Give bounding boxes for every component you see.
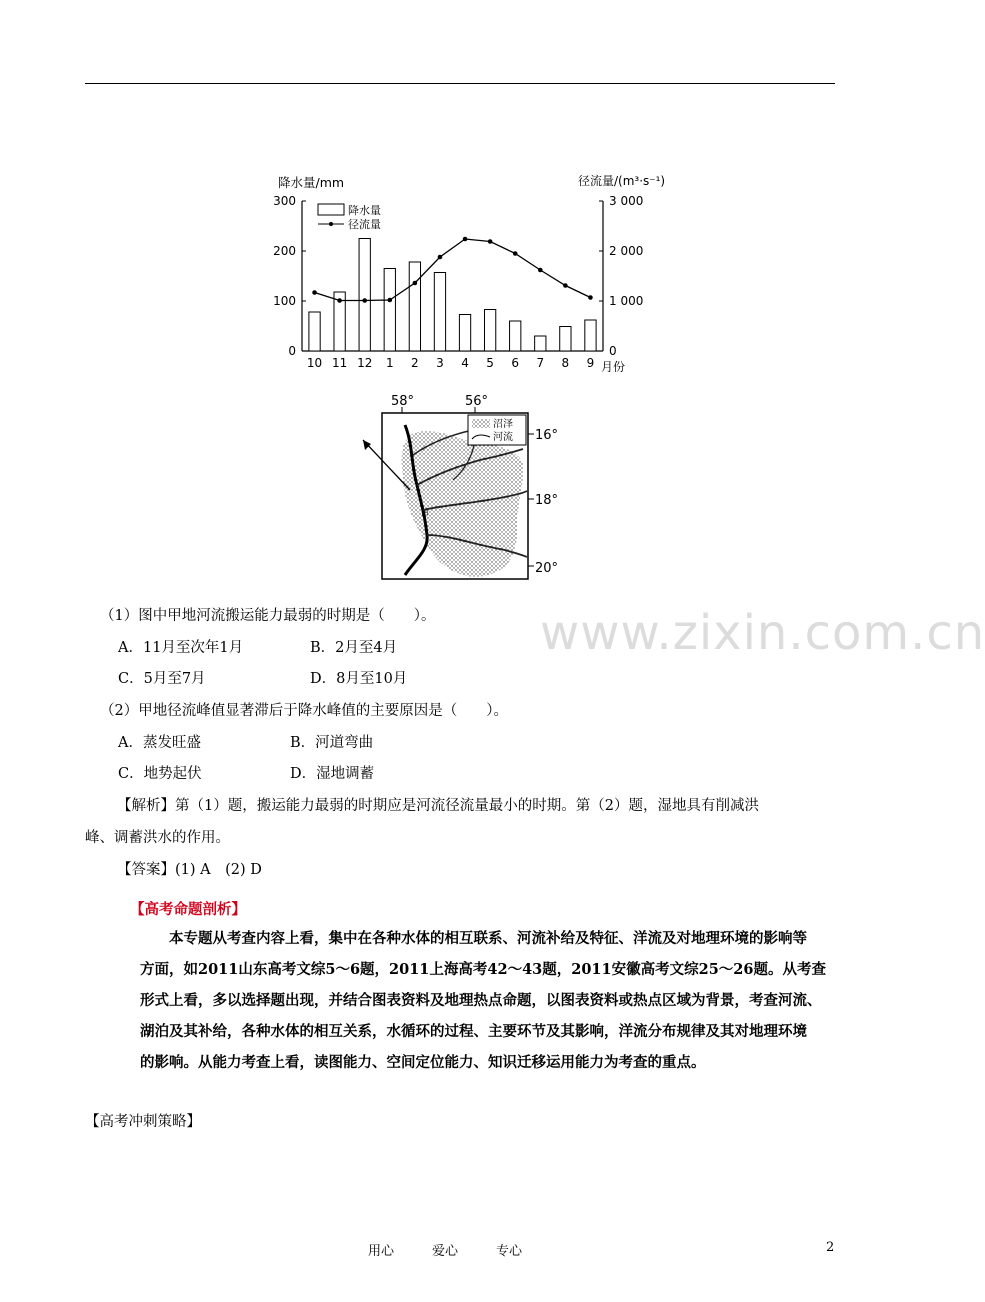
x-axis-unit: 月份	[601, 360, 626, 374]
legend-marsh-label: 沼泽	[493, 419, 513, 430]
pointer-arrow-head	[363, 440, 371, 450]
left-tick-label: 100	[273, 294, 296, 308]
left-tick-label: 0	[288, 344, 296, 358]
right-tick-label: 3 000	[609, 194, 644, 208]
footer-text-1: 用心	[368, 1244, 395, 1259]
page-number: 2	[826, 1240, 835, 1255]
left-tick-label: 300	[273, 194, 296, 208]
runoff-point	[563, 283, 568, 288]
footer-text-2: 爱心	[432, 1244, 459, 1259]
legend-marsh-swatch	[472, 419, 490, 428]
legend-bar-swatch	[318, 204, 344, 215]
question1-stem: （1）图中甲地河流搬运能力最弱的时期是（ ）。	[100, 608, 436, 624]
runoff-point	[362, 298, 367, 303]
watermark: www.zixin.com.cn	[540, 605, 985, 661]
runoff-line	[315, 239, 591, 301]
right-tick-label: 0	[609, 344, 617, 358]
x-tick-label: 9	[586, 356, 595, 370]
footer-text-3: 专心	[496, 1244, 523, 1259]
legend-label-runoff: 径流量	[348, 218, 381, 231]
precip-bar	[560, 327, 571, 352]
runoff-point	[413, 281, 418, 286]
precip-bar	[585, 320, 596, 351]
x-tick-label: 6	[511, 356, 520, 370]
analysis-line-1: 【解析】第（1）题，搬运能力最弱的时期应是河流径流量最小的时期。第（2）题，湿地具有削减洪	[117, 798, 759, 814]
x-tick-label: 2	[411, 356, 419, 370]
left-tick-label: 200	[273, 244, 296, 258]
legend-river-label: 河流	[493, 432, 513, 443]
runoff-point	[337, 298, 342, 303]
question1-option-b: B．2月至4月	[310, 640, 398, 656]
precip-bar	[434, 273, 445, 352]
runoff-point	[538, 268, 543, 273]
x-tick-label: 4	[461, 356, 469, 370]
precip-bar	[384, 269, 395, 352]
lat-label-16: 16°	[535, 428, 559, 443]
precip-bar	[535, 336, 546, 351]
right-axis-label: 径流量/(m³·s⁻¹)	[578, 174, 666, 188]
precip-bar	[484, 310, 495, 352]
precip-bar	[409, 262, 420, 351]
x-tick-label: 5	[486, 356, 494, 370]
legend-label-precip: 降水量	[348, 204, 381, 217]
question2-option-b: B．河道弯曲	[290, 735, 374, 751]
wetland-map	[355, 385, 565, 585]
section-paragraph	[140, 923, 840, 1078]
question1-option-a: A．11月至次年1月	[118, 640, 244, 656]
question1-option-d: D．8月至10月	[310, 671, 408, 687]
x-tick-label: 11	[331, 356, 348, 370]
precip-bar	[359, 239, 370, 352]
lat-label-18: 18°	[535, 493, 559, 508]
runoff-point	[513, 251, 518, 256]
x-tick-label: 3	[436, 356, 444, 370]
runoff-point	[438, 255, 443, 260]
question2-option-c: C．地势起伏	[118, 766, 202, 782]
x-tick-label: 8	[561, 356, 570, 370]
header-rule	[85, 83, 835, 84]
strategy-heading: 【高考冲刺策略】	[85, 1114, 201, 1130]
section-heading: 【高考命题剖析】	[130, 901, 246, 918]
section-line-5: 的影响。从能力考查上看，读图能力、空间定位能力、知识迁移运用能力为考查的重点。	[140, 1054, 706, 1071]
section-line-2: 方面，如2011山东高考文综5～6题，2011上海高考42～43题，2011安徽高考文综25～26题。从考查	[140, 961, 826, 978]
runoff-point	[588, 295, 593, 300]
left-axis-label: 降水量/mm	[278, 175, 345, 190]
analysis-line-2: 峰、调蓄洪水的作用。	[85, 830, 230, 846]
section-line-4: 湖泊及其补给，各种水体的相互关系，水循环的过程、主要环节及其影响，洋流分布规律及其对地理环境	[140, 1023, 807, 1040]
x-tick-label: 7	[536, 356, 545, 370]
runoff-point	[387, 298, 392, 303]
runoff-point	[312, 290, 317, 295]
right-tick-label: 1 000	[609, 294, 644, 308]
lat-label-20: 20°	[535, 561, 559, 576]
precip-runoff-chart	[270, 168, 670, 378]
x-tick-label: 12	[357, 356, 373, 370]
lon-label-56: 56°	[465, 394, 489, 409]
runoff-point	[488, 239, 493, 244]
precip-bar	[510, 321, 521, 351]
answer: 【答案】(1) A (2) D	[117, 862, 262, 878]
right-tick-label: 2 000	[609, 244, 644, 258]
x-tick-label: 1	[385, 356, 394, 370]
precip-bar	[309, 312, 320, 351]
question2-option-d: D．湿地调蓄	[290, 766, 375, 782]
runoff-point	[463, 237, 468, 242]
legend-line-marker	[329, 222, 333, 226]
place-label-jia: 甲	[421, 510, 429, 519]
precip-bar	[459, 315, 470, 352]
lon-label-58: 58°	[391, 394, 415, 409]
question2-option-a: A．蒸发旺盛	[118, 735, 201, 751]
question1-option-c: C．5月至7月	[118, 671, 206, 687]
question2-stem: （2）甲地径流峰值显著滞后于降水峰值的主要原因是（ ）。	[100, 703, 508, 719]
section-line-1: 本专题从考查内容上看，集中在各种水体的相互联系、河流补给及特征、洋流及对地理环境的影响等	[140, 930, 807, 947]
x-tick-label: 10	[306, 356, 323, 370]
section-line-3: 形式上看，多以选择题出现，并结合图表资料及地理热点命题，以图表资料或热点区域为背景，考查河流、	[140, 992, 822, 1009]
